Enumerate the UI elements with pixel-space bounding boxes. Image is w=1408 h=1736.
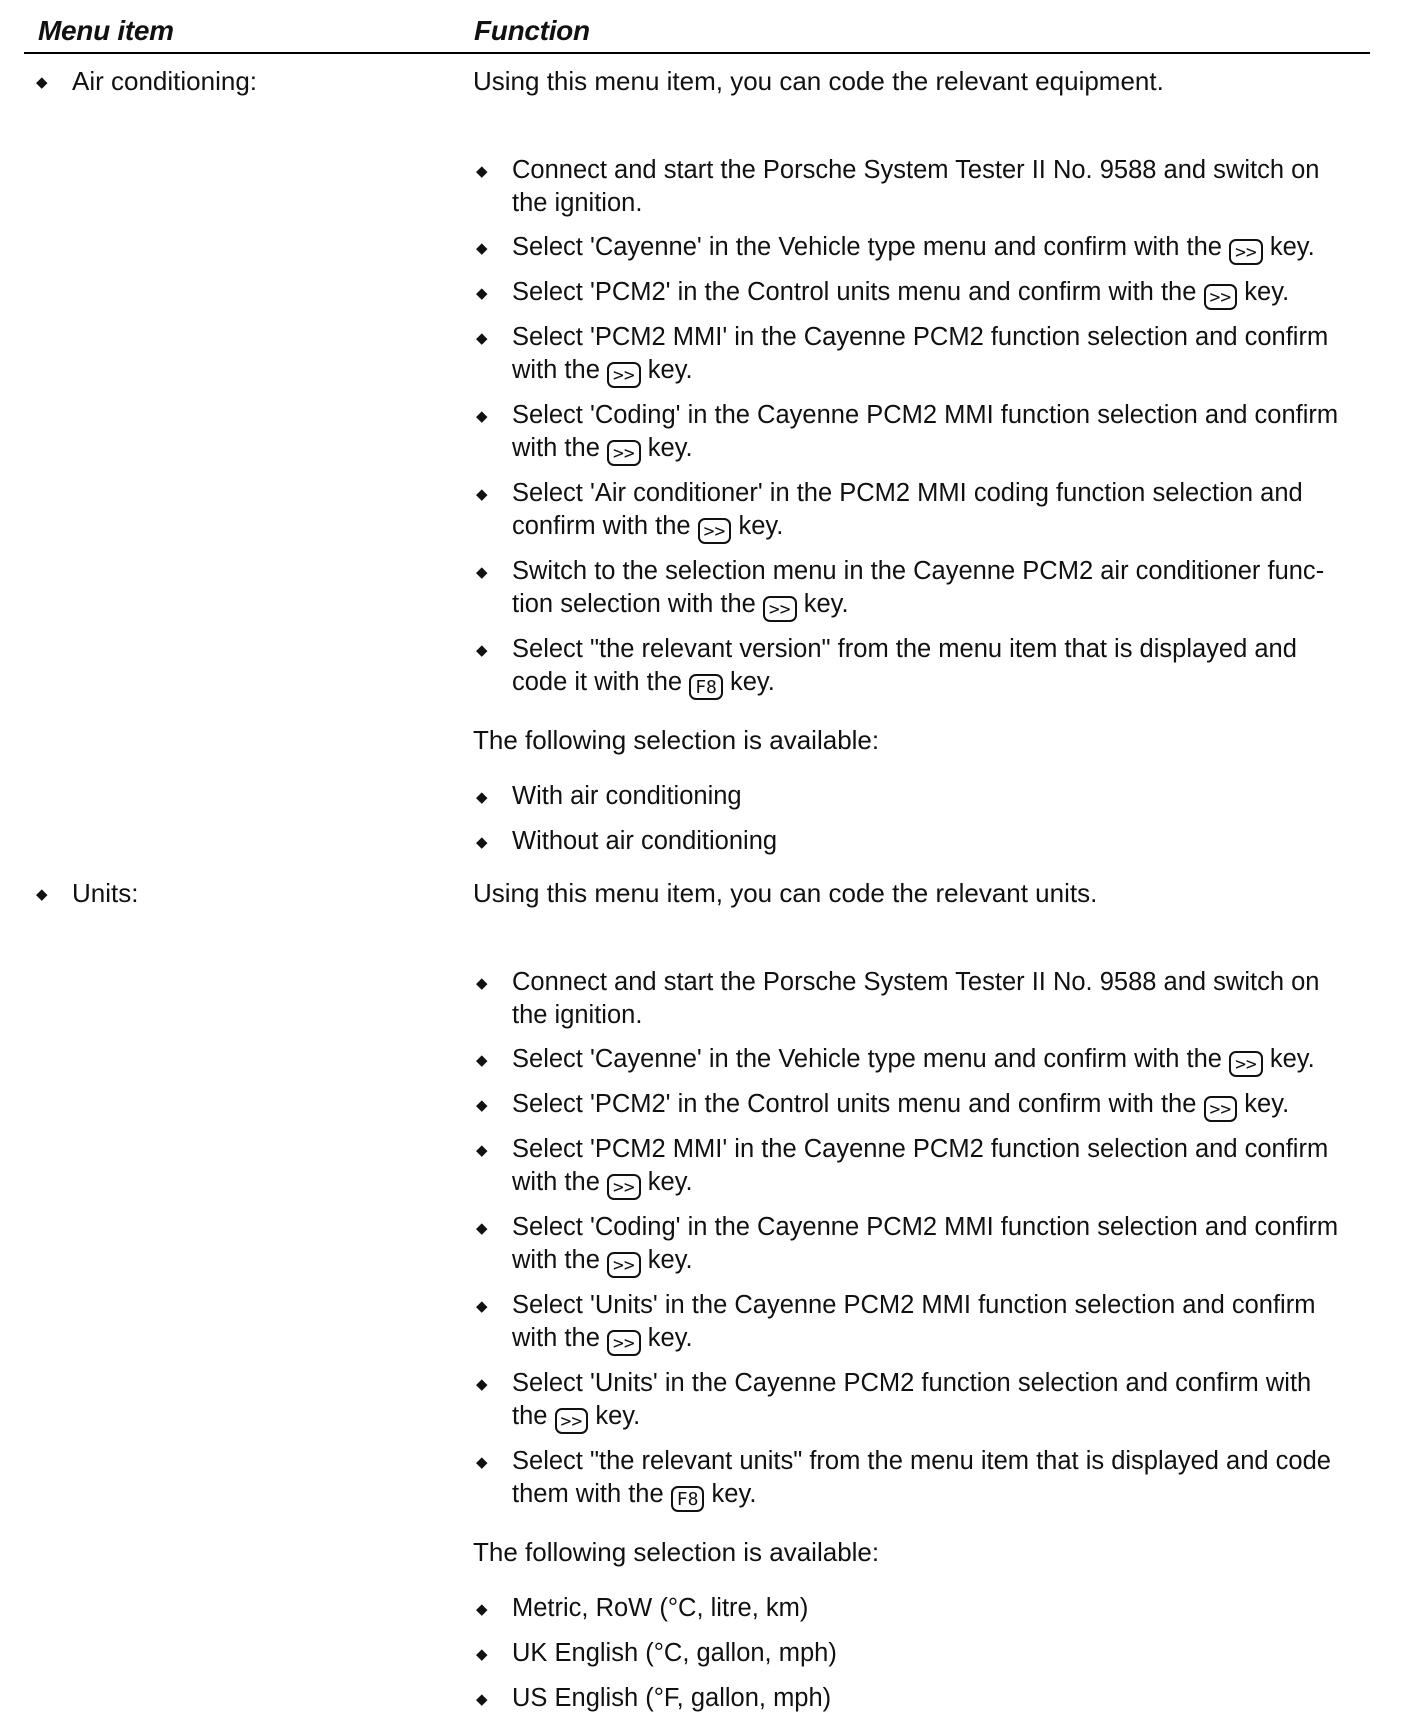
option-list xyxy=(473,780,1353,870)
step-text: Switch to the selection menu in the Cayenne PCM2 air conditioner function selection with the xyxy=(512,557,1325,618)
option-item: ◆ Metric, RoW (°C, litre, km) xyxy=(473,1592,1353,1625)
step-text: Select 'PCM2' in the Control units menu and confirm with the xyxy=(512,1090,1197,1118)
available-label: The following selection is available: xyxy=(473,1537,880,1567)
step-item xyxy=(473,477,1353,544)
forward-key-icon: >> xyxy=(607,1330,641,1356)
step-item xyxy=(473,966,1353,1032)
forward-key-icon: >> xyxy=(607,1174,641,1200)
step-list xyxy=(473,966,1353,1523)
step-text: Select 'PCM2 MMI' in the Cayenne PCM2 function selection and confirm with the xyxy=(512,323,1329,384)
step-text: Select 'Cayenne' in the Vehicle type menu and confirm with the xyxy=(512,233,1222,261)
diamond-bullet-icon: ◆ xyxy=(36,886,48,903)
menu-item-air-conditioning xyxy=(36,66,257,98)
step-text-suffix: key. xyxy=(1244,278,1290,306)
forward-key-icon: >> xyxy=(763,596,797,622)
step-item xyxy=(473,399,1353,466)
step-item xyxy=(473,1133,1353,1200)
step-text: Connect and start the Porsche System Tester II No. 9588 and switch on the ignition. xyxy=(512,156,1320,217)
step-item xyxy=(473,321,1353,388)
step-text: Select "the relevant units" from the menu item that is displayed and code them with the xyxy=(512,1447,1331,1508)
step-item xyxy=(473,1211,1353,1278)
option-item: ◆ UK English (°C, gallon, mph) xyxy=(473,1637,1353,1670)
f8-key-icon: F8 xyxy=(689,674,723,700)
step-text-suffix: key. xyxy=(647,434,693,462)
section-intro: Using this menu item, you can code the relevant units. xyxy=(473,878,1098,908)
step-text: Select "the relevant version" from the menu item that is displayed and code it with the xyxy=(512,635,1297,696)
option-item: ◆ With air conditioning xyxy=(473,780,1353,813)
step-text-suffix: key. xyxy=(1244,1090,1290,1118)
step-item xyxy=(473,154,1353,220)
step-text-suffix: key. xyxy=(803,590,849,618)
menu-item-label: Units: xyxy=(72,878,139,908)
function-heading: Function xyxy=(474,15,590,46)
forward-key-icon: >> xyxy=(607,1252,641,1278)
table-header xyxy=(24,6,1370,54)
step-item xyxy=(473,276,1353,310)
step-text-suffix: key. xyxy=(729,668,775,696)
step-item xyxy=(473,231,1353,265)
forward-key-icon: >> xyxy=(607,440,641,466)
step-list xyxy=(473,154,1353,711)
step-item xyxy=(473,555,1353,622)
step-text-suffix: key. xyxy=(647,1324,693,1352)
step-item xyxy=(473,1367,1353,1434)
step-text-suffix: key. xyxy=(647,1168,693,1196)
section-intro: Using this menu item, you can code the relevant equipment. xyxy=(473,66,1164,96)
step-text-suffix: key. xyxy=(1269,233,1315,261)
step-text-suffix: key. xyxy=(738,512,784,540)
step-text-suffix: key. xyxy=(595,1402,641,1430)
forward-key-icon: >> xyxy=(1229,1051,1263,1077)
step-text: Select 'Coding' in the Cayenne PCM2 MMI function selection and confirm with the xyxy=(512,401,1339,462)
step-text: Select 'Cayenne' in the Vehicle type menu and confirm with the xyxy=(512,1045,1222,1073)
diamond-bullet-icon: ◆ xyxy=(36,74,48,91)
menu-item-heading: Menu item xyxy=(38,15,174,46)
option-item: ◆ US English (°F, gallon, mph) xyxy=(473,1682,1353,1715)
step-text: Select 'Coding' in the Cayenne PCM2 MMI function selection and confirm with the xyxy=(512,1213,1339,1274)
forward-key-icon: >> xyxy=(1229,239,1263,265)
forward-key-icon: >> xyxy=(555,1408,589,1434)
step-text: Select 'PCM2' in the Control units menu and confirm with the xyxy=(512,278,1197,306)
menu-item-label: Air conditioning: xyxy=(72,66,257,96)
step-text: Select 'PCM2 MMI' in the Cayenne PCM2 function selection and confirm with the xyxy=(512,1135,1329,1196)
available-label: The following selection is available: xyxy=(473,725,880,755)
step-text-suffix: key. xyxy=(711,1480,757,1508)
step-item xyxy=(473,1289,1353,1356)
step-text-suffix: key. xyxy=(647,1246,693,1274)
step-text-suffix: key. xyxy=(1269,1045,1315,1073)
menu-item-units xyxy=(36,878,138,910)
f8-key-icon: F8 xyxy=(671,1486,705,1512)
step-item xyxy=(473,1043,1353,1077)
step-text-suffix: key. xyxy=(647,356,693,384)
forward-key-icon: >> xyxy=(607,362,641,388)
step-text: Connect and start the Porsche System Tester II No. 9588 and switch on the ignition. xyxy=(512,968,1320,1029)
forward-key-icon: >> xyxy=(1204,284,1238,310)
option-item: ◆ Without air conditioning xyxy=(473,825,1353,858)
step-item xyxy=(473,633,1353,700)
step-text: Select 'Units' in the Cayenne PCM2 MMI function selection and confirm with the xyxy=(512,1291,1316,1352)
step-text: Select 'Air conditioner' in the PCM2 MMI coding function selection and confirm with the xyxy=(512,479,1303,540)
forward-key-icon: >> xyxy=(1204,1096,1238,1122)
option-list xyxy=(473,1592,1353,1727)
step-item xyxy=(473,1445,1353,1512)
forward-key-icon: >> xyxy=(698,518,732,544)
step-item xyxy=(473,1088,1353,1122)
step-text: Select 'Units' in the Cayenne PCM2 function selection and confirm with the xyxy=(512,1369,1312,1430)
